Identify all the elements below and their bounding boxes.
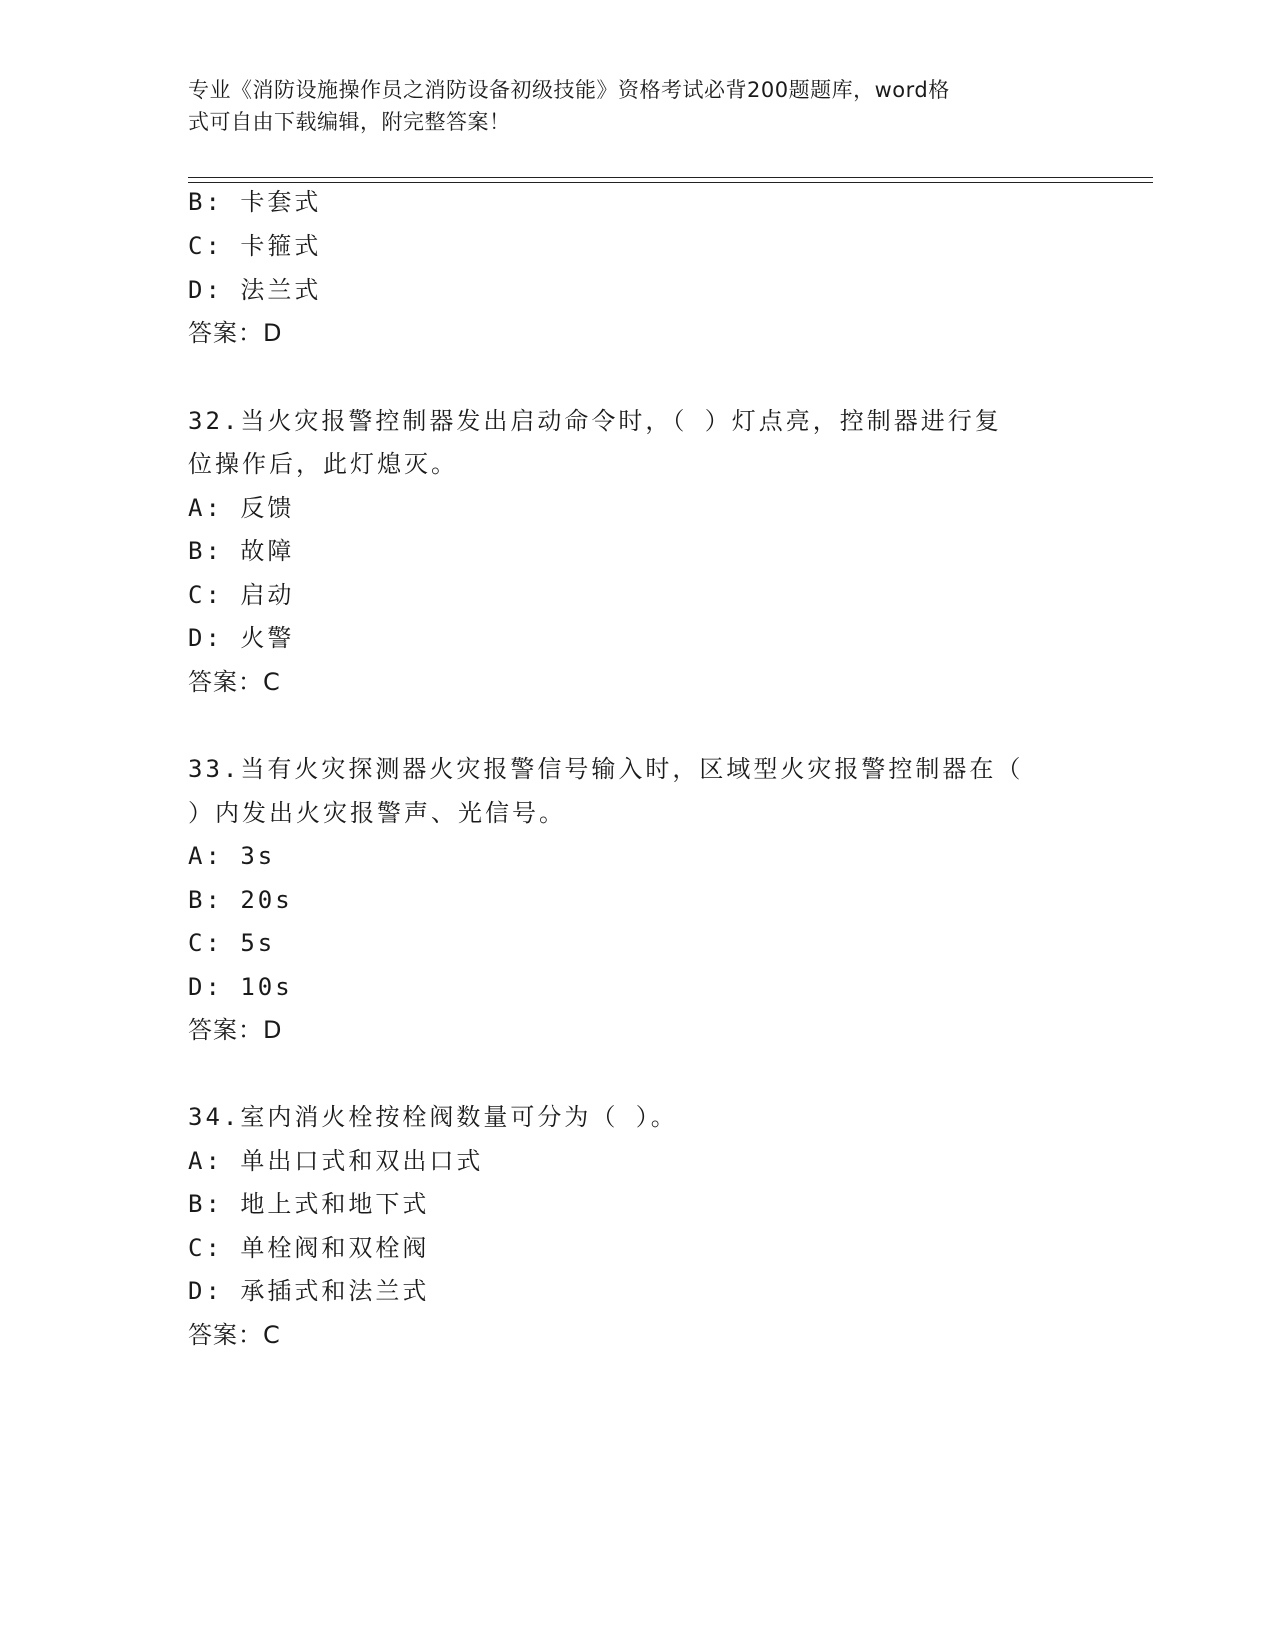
question-32-option-b: B: 故障 [188,537,295,565]
question-32-answer: 答案：C [188,668,281,696]
question-33-option-b: B: 20s [188,886,293,914]
option-b: B: 卡套式 [188,188,322,216]
question-32-option-c: C: 启动 [188,581,295,609]
question-34-option-a: A: 单出口式和双出口式 [188,1147,484,1175]
question-32-option-d: D: 火警 [188,624,295,652]
question-33-option-c: C: 5s [188,929,276,957]
question-32-stem-cont: 位操作后，此灯熄灭。 [188,450,458,478]
header-line-1: 专业《消防设施操作员之消防设备初级技能》资格考试必背200题题库，word格 [188,78,950,102]
question-33-option-d: D: 10s [188,973,293,1001]
question-33-option-a: A: 3s [188,842,276,870]
question-34-option-d: D: 承插式和法兰式 [188,1277,430,1305]
question-34-option-b: B: 地上式和地下式 [188,1190,430,1218]
header-rule-top [188,177,1153,178]
document-header [188,74,1068,138]
question-32-stem: 32.当火灾报警控制器发出启动命令时，（ ）灯点亮，控制器进行复 [188,407,1002,435]
question-34-stem: 34.室内消火栓按栓阀数量可分为（ ）。 [188,1103,678,1131]
question-33-answer: 答案：D [188,1016,283,1044]
question-32-option-a: A: 反馈 [188,494,295,522]
question-34-option-c: C: 单栓阀和双栓阀 [188,1234,430,1262]
header-line-2: 式可自由下载编辑，附完整答案！ [188,110,511,134]
answer: 答案：D [188,319,283,347]
header-rule-bottom [188,182,1153,183]
question-33-stem-cont: ）内发出火灾报警声、光信号。 [188,799,566,827]
question-34-answer: 答案：C [188,1321,281,1349]
option-c: C: 卡箍式 [188,232,322,260]
option-d: D: 法兰式 [188,276,322,304]
question-33-stem: 33.当有火灾探测器火灾报警信号输入时，区域型火灾报警控制器在（ [188,755,1024,783]
